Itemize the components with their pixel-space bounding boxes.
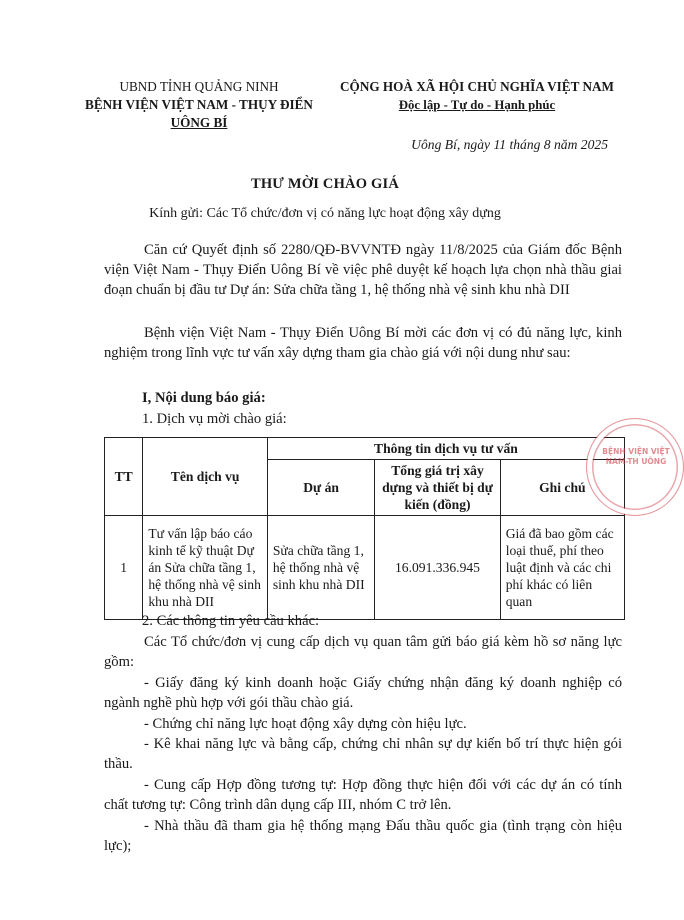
subsection-1-title: 1. Dịch vụ mời chào giá: [142, 411, 287, 427]
requirement-item: - Giấy đăng ký kinh doanh hoặc Giấy chứng nhận đăng ký doanh nghiệp có ngành nghề phù hợp với gói thầu chào giá. [104, 675, 622, 711]
national-header [322, 78, 632, 114]
requirements-intro: Các Tổ chức/đơn vị cung cấp dịch vụ quan tâm gửi báo giá kèm hồ sơ năng lực gồm: [104, 634, 622, 670]
requirement-item: - Chứng chỉ năng lực hoạt động xây dựng còn hiệu lực. [144, 716, 467, 732]
header-consulting-info: Thông tin dịch vụ tư vấn [267, 438, 624, 460]
cell-total-cost: 16.091.336.945 [375, 516, 500, 620]
nation-name: CỘNG HOÀ XÃ HỘI CHỦ NGHĨA VIỆT NAM [340, 79, 614, 94]
document-title: THƯ MỜI CHÀO GIÁ [250, 176, 400, 192]
cell-service-name: Tư vấn lập báo cáo kinh tế kỹ thuật Dự án Sửa chữa tầng 1, hệ thống nhà vệ sinh khu nhà DII [143, 516, 268, 620]
cell-project: Sửa chữa tầng 1, hệ thống nhà vệ sinh khu nhà DII [267, 516, 374, 620]
table-row [105, 516, 625, 620]
requirement-item: - Cung cấp Hợp đồng tương tự: Hợp đồng thực hiện đối với các dự án có tính chất tương tự: Công trình dân dụng cấp III, nhóm C trở lên. [104, 777, 622, 813]
intro-paragraph-2: Bệnh viện Việt Nam - Thụy Điển Uông Bí mời các đơn vị có đủ năng lực, kinh nghiệm trong lĩnh vực tư vấn xây dựng tham gia chào giá với nội dung như sau: [104, 325, 622, 361]
service-table [104, 437, 625, 620]
national-motto: Độc lập - Tự do - Hạnh phúc [398, 98, 556, 112]
header-tt: TT [105, 438, 143, 516]
dateline: Uông Bí, ngày 11 tháng 8 năm 2025 [411, 137, 608, 152]
issuer-block [68, 78, 330, 132]
seal-text: BỆNH VIỆN VIỆT NAM-TH UÔNG [602, 447, 670, 466]
recipient-line: Kính gửi: Các Tổ chức/đơn vị có năng lực hoạt động xây dựng [149, 206, 501, 221]
header-project: Dự án [267, 460, 374, 516]
header-note: Ghi chú [500, 460, 624, 516]
issuer-hospital-line2: UÔNG BÍ [170, 115, 228, 130]
header-service-name: Tên dịch vụ [143, 438, 268, 516]
cell-tt: 1 [105, 516, 143, 620]
official-seal [586, 418, 684, 516]
section-1-title: I, Nội dung báo giá: [142, 390, 266, 406]
issuer-hospital-line1: BỆNH VIỆN VIỆT NAM - THỤY ĐIỂN [85, 97, 313, 112]
requirement-item: - Nhà thầu đã tham gia hệ thống mạng Đấu thầu quốc gia (tình trạng còn hiệu lực); [104, 818, 622, 854]
issuer-org: UBND TỈNH QUẢNG NINH [119, 79, 279, 94]
cell-note: Giá đã bao gồm các loại thuế, phí theo luật định và các chi phí khác có liên quan [500, 516, 624, 620]
intro-paragraph-1: Căn cứ Quyết định số 2280/QĐ-BVVNTĐ ngày 11/8/2025 của Giám đốc Bệnh viện Việt Nam - Thụy Điển Uông Bí về việc phê duyệt kế hoạch lựa chọn nhà thầu giai đoạn chuẩn bị đầu tư Dự án: Sửa chữa tầng 1, hệ thống nhà vệ sinh khu nhà DII [104, 242, 622, 298]
header-total-cost: Tổng giá trị xây dựng và thiết bị dự kiến (đồng) [375, 460, 500, 516]
requirement-item: - Kê khai năng lực và bằng cấp, chứng chỉ nhân sự dự kiến bố trí thực hiện gói thầu. [104, 736, 622, 772]
subsection-2-title: 2. Các thông tin yêu cầu khác: [142, 613, 320, 629]
